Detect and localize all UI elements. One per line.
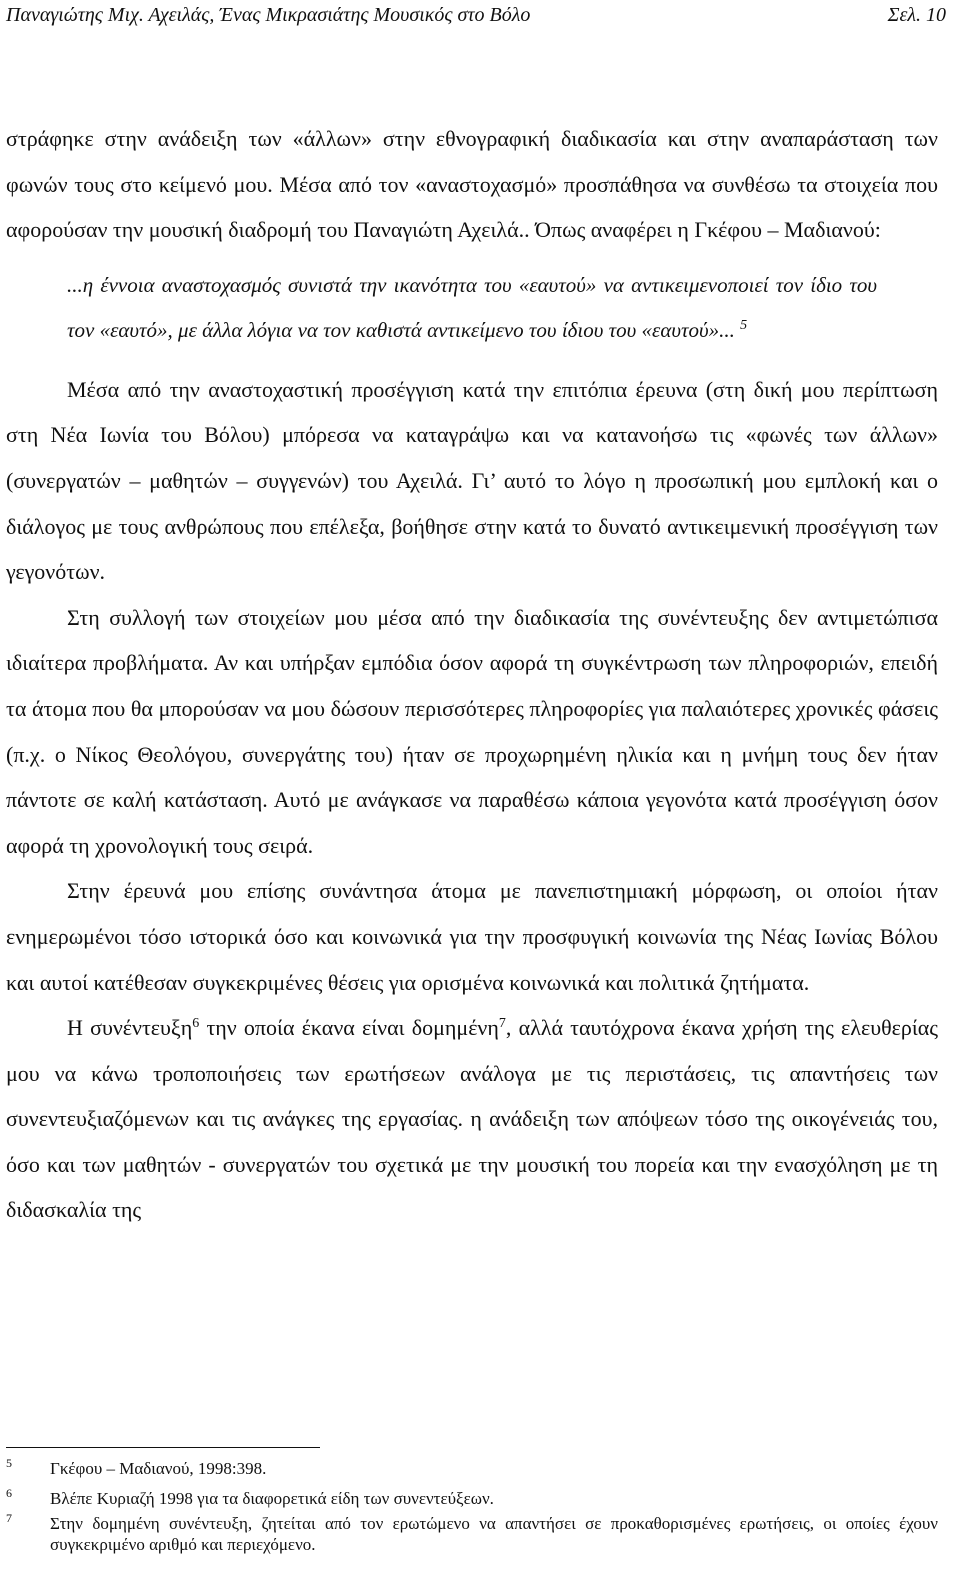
footnote-ref-7[interactable]: 7 xyxy=(498,1016,506,1032)
footnote-5 xyxy=(6,1458,938,1479)
paragraph-5-start: Η συνέντευξη xyxy=(67,1015,193,1041)
footnote-number: 5 xyxy=(6,1456,12,1470)
footnote-ref-6[interactable]: 6 xyxy=(192,1016,200,1032)
footnote-6 xyxy=(6,1488,938,1509)
footnote-text: Γκέφου – Μαδιανού, 1998:398. xyxy=(50,1459,267,1478)
footnote-number: 6 xyxy=(6,1486,12,1500)
page-number: Σελ. 10 xyxy=(887,4,946,26)
body-text xyxy=(6,116,938,1233)
footnote-7 xyxy=(6,1513,938,1555)
footnote-text: Βλέπε Κυριαζή 1998 για τα διαφορετικά είδη των συνεντεύξεων. xyxy=(50,1489,494,1508)
block-quote xyxy=(67,263,877,353)
paragraph-2: Μέσα από την αναστοχαστική προσέγγιση κατά την επιτόπια έρευνα (στη δική μου περίπτωση στη Νέα Ιωνία του Βόλου) μπόρεσα να καταγράψω και να κατανοήσω τις «φωνές των άλλων» (συνεργατών – μαθητών – συγγενών) του Αχειλά. Γι’ αυτό το λόγο η προσωπική μου εμπλοκή και ο διάλογος με τους ανθρώπους που επέλεξα, βοήθησε στην κατά το δυνατό αντικειμενική προσέγγιση των γεγονότων. xyxy=(6,376,938,585)
header-title: Παναγιώτης Μιχ. Αχειλάς, Ένας Μικρασιάτης Μουσικός στο Βόλο xyxy=(6,4,531,26)
paragraph-5 xyxy=(6,1005,938,1233)
paragraph-3: Στη συλλογή των στοιχείων μου μέσα από την διαδικασία της συνέντευξης δεν αντιμετώπισα ιδιαίτερα προβλήματα. Αν και υπήρξαν εμπόδια όσον αφορά τη συγκέντρωση των πληροφοριών, επειδή τα άτομα που θα μπορούσαν να μου δώσουν περισσότερες πληροφορίες για παλαιότερες χρονικές φάσεις (π.χ. ο Νίκος Θεολόγου, συνεργάτης του) ήταν σε προχωρημένη ηλικία και η μνήμη τους δεν ήταν πάντοτε σε καλή κατάσταση. Αυτό με ανάγκασε να παραθέσω κάποια γεγονότα κατά προσέγγιση όσον αφορά τη χρονολογική τους σειρά. xyxy=(6,604,938,858)
running-header xyxy=(6,2,946,32)
footnote-ref-5[interactable]: 5 xyxy=(740,317,748,333)
paragraph-4: Στην έρευνά μου επίσης συνάντησα άτομα με πανεπιστημιακή μόρφωση, οι οποίοι ήταν ενημερωμένοι τόσο ιστορικά όσο και κοινωνικά για την προσφυγική κοινωνία της Νέας Ιωνίας Βόλου και αυτοί κατέθεσαν συγκεκριμένες θέσεις για ορισμένα κοινωνικά και πολιτικά ζητήματα. xyxy=(6,878,938,995)
quote-text: ...η έννοια αναστοχασμός συνιστά την ικανότητα του «εαυτού» να αντικειμενοποιεί τον ίδιο του τον «εαυτό», με άλλα λόγια να τον καθιστά αντικείμενο του ίδιου του «εαυτού»... xyxy=(67,272,877,342)
footnote-text: Στην δομημένη συνέντευξη, ζητείται από τον ερωτώμενο να απαντήσει σε προκαθορισμένες ερωτήσεις, οι οποίες έχουν συγκεκριμένο αριθμό και περιεχόμενο. xyxy=(50,1514,938,1554)
footnotes xyxy=(6,1458,938,1555)
paragraph-5-middle: την οποία έκανα είναι δομημένη xyxy=(199,1015,499,1041)
footnote-number: 7 xyxy=(6,1511,12,1525)
paragraph-5-end: , αλλά ταυτόχρονα έκανα χρήση της ελευθερίας μου να κάνω τροποποιήσεις των ερωτήσεων ανάλογα με τις περιστάσεις, τις απαντήσεις των συνεντευξιαζόμενων και τις ανάγκες της εργασίας. η ανάδειξη των απόψεων τόσο της οικογένειάς του, όσο και των μαθητών - συνεργατών του σχετικά με την μουσική του πορεία και την ενασχόληση με τη διδασκαλία της xyxy=(6,1015,938,1223)
paragraph-1: στράφηκε στην ανάδειξη των «άλλων» στην εθνογραφική διαδικασία και στην αναπαράσταση των φωνών τους στο κείμενό μου. Μέσα από τον «αναστοχασμό» προσπάθησα να συνθέσω τα στοιχεία που αφορούσαν την μουσική διαδρομή του Παναγιώτη Αχειλά.. Όπως αναφέρει η Γκέφου – Μαδιανού: xyxy=(6,126,938,243)
footnote-divider xyxy=(6,1447,320,1448)
